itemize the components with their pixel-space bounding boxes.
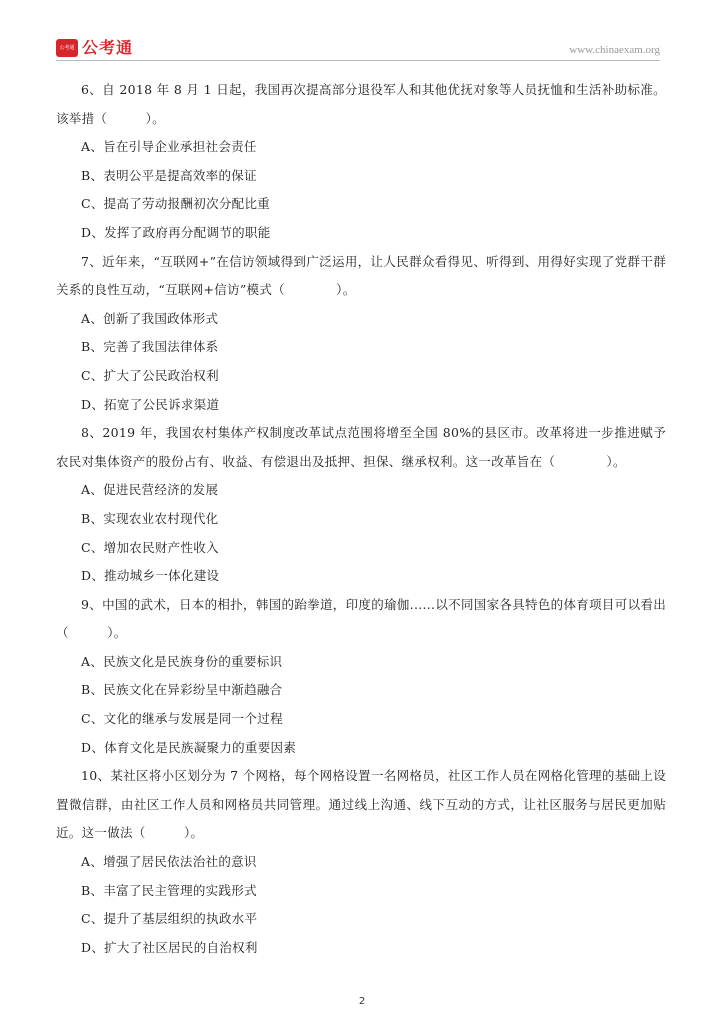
option-c: C、提升了基层组织的执政水平 — [81, 911, 258, 927]
option-a: A、旨在引导企业承担社会责任 — [81, 139, 257, 155]
logo — [56, 38, 133, 58]
header-divider — [56, 60, 660, 61]
question-stem: 10、某社区将小区划分为 7 个网格，每个网格设置一名网格员，社区工作人员在网格化管理的基础上设置微信群，由社区工作人员和网格员共同管理。通过线上沟通、线下互动的方式，让社区服务与居民更加贴近。这一做法（ ）。 — [56, 768, 666, 841]
option-c: C、增加农民财产性收入 — [81, 539, 219, 555]
option-a: A、民族文化是民族身份的重要标识 — [81, 653, 283, 669]
option-d: D、拓宽了公民诉求渠道 — [81, 396, 220, 412]
option-b: B、丰富了民主管理的实践形式 — [81, 882, 257, 898]
option-d: D、扩大了社区居民的自治权利 — [81, 939, 258, 955]
question-7 — [56, 248, 666, 420]
option-b: B、实现农业农村现代化 — [81, 510, 219, 526]
question-stem: 7、近年来，“互联网+”在信访领域得到广泛运用，让人民群众看得见、听得到、用得好实现了党群干群关系的良性互动，“互联网+信访”模式（ ）。 — [56, 253, 666, 298]
option-b: B、完善了我国法律体系 — [81, 339, 219, 355]
question-stem: 9、中国的武术，日本的相扑，韩国的跆拳道，印度的瑜伽......以不同国家各具特色的体育项目可以看出（ ）。 — [56, 596, 666, 641]
option-c: C、提高了劳动报酬初次分配比重 — [81, 196, 271, 212]
option-c: C、文化的继承与发展是同一个过程 — [81, 711, 283, 727]
question-8 — [56, 419, 666, 591]
question-stem: 6、自 2018 年 8 月 1 日起，我国再次提高部分退役军人和其他优抚对象等人员抚恤和生活补助标准。该举措（ ）。 — [56, 82, 666, 126]
option-b: B、民族文化在异彩纷呈中渐趋融合 — [81, 682, 283, 698]
question-6 — [56, 76, 666, 248]
option-d: D、发挥了政府再分配调节的职能 — [81, 224, 271, 240]
question-9 — [56, 591, 666, 763]
question-stem: 8、2019 年，我国农村集体产权制度改革试点范围将增至全国 80%的县区市。改革将进一步推进赋予农民对集体资产的股份占有、收益、有偿退出及抵押、担保、继承权利。这一改革旨在（ ）。 — [56, 425, 666, 469]
option-a: A、促进民营经济的发展 — [81, 482, 219, 498]
option-a: A、创新了我国政体形式 — [81, 310, 219, 326]
option-a: A、增强了居民依法治社的意识 — [81, 854, 257, 870]
option-d: D、推动城乡一体化建设 — [81, 568, 220, 584]
option-c: C、扩大了公民政治权利 — [81, 367, 219, 383]
logo-text: 公考通 — [82, 38, 134, 57]
site-url: www.chinaexam.org — [569, 44, 660, 56]
question-list — [56, 76, 666, 962]
question-10 — [56, 762, 666, 962]
page-header — [56, 38, 660, 60]
option-d: D、体育文化是民族凝聚力的重要因素 — [81, 739, 297, 755]
logo-badge: 公考通 — [56, 39, 78, 57]
page-number: 2 — [358, 996, 366, 1007]
option-b: B、表明公平是提高效率的保证 — [81, 167, 257, 183]
